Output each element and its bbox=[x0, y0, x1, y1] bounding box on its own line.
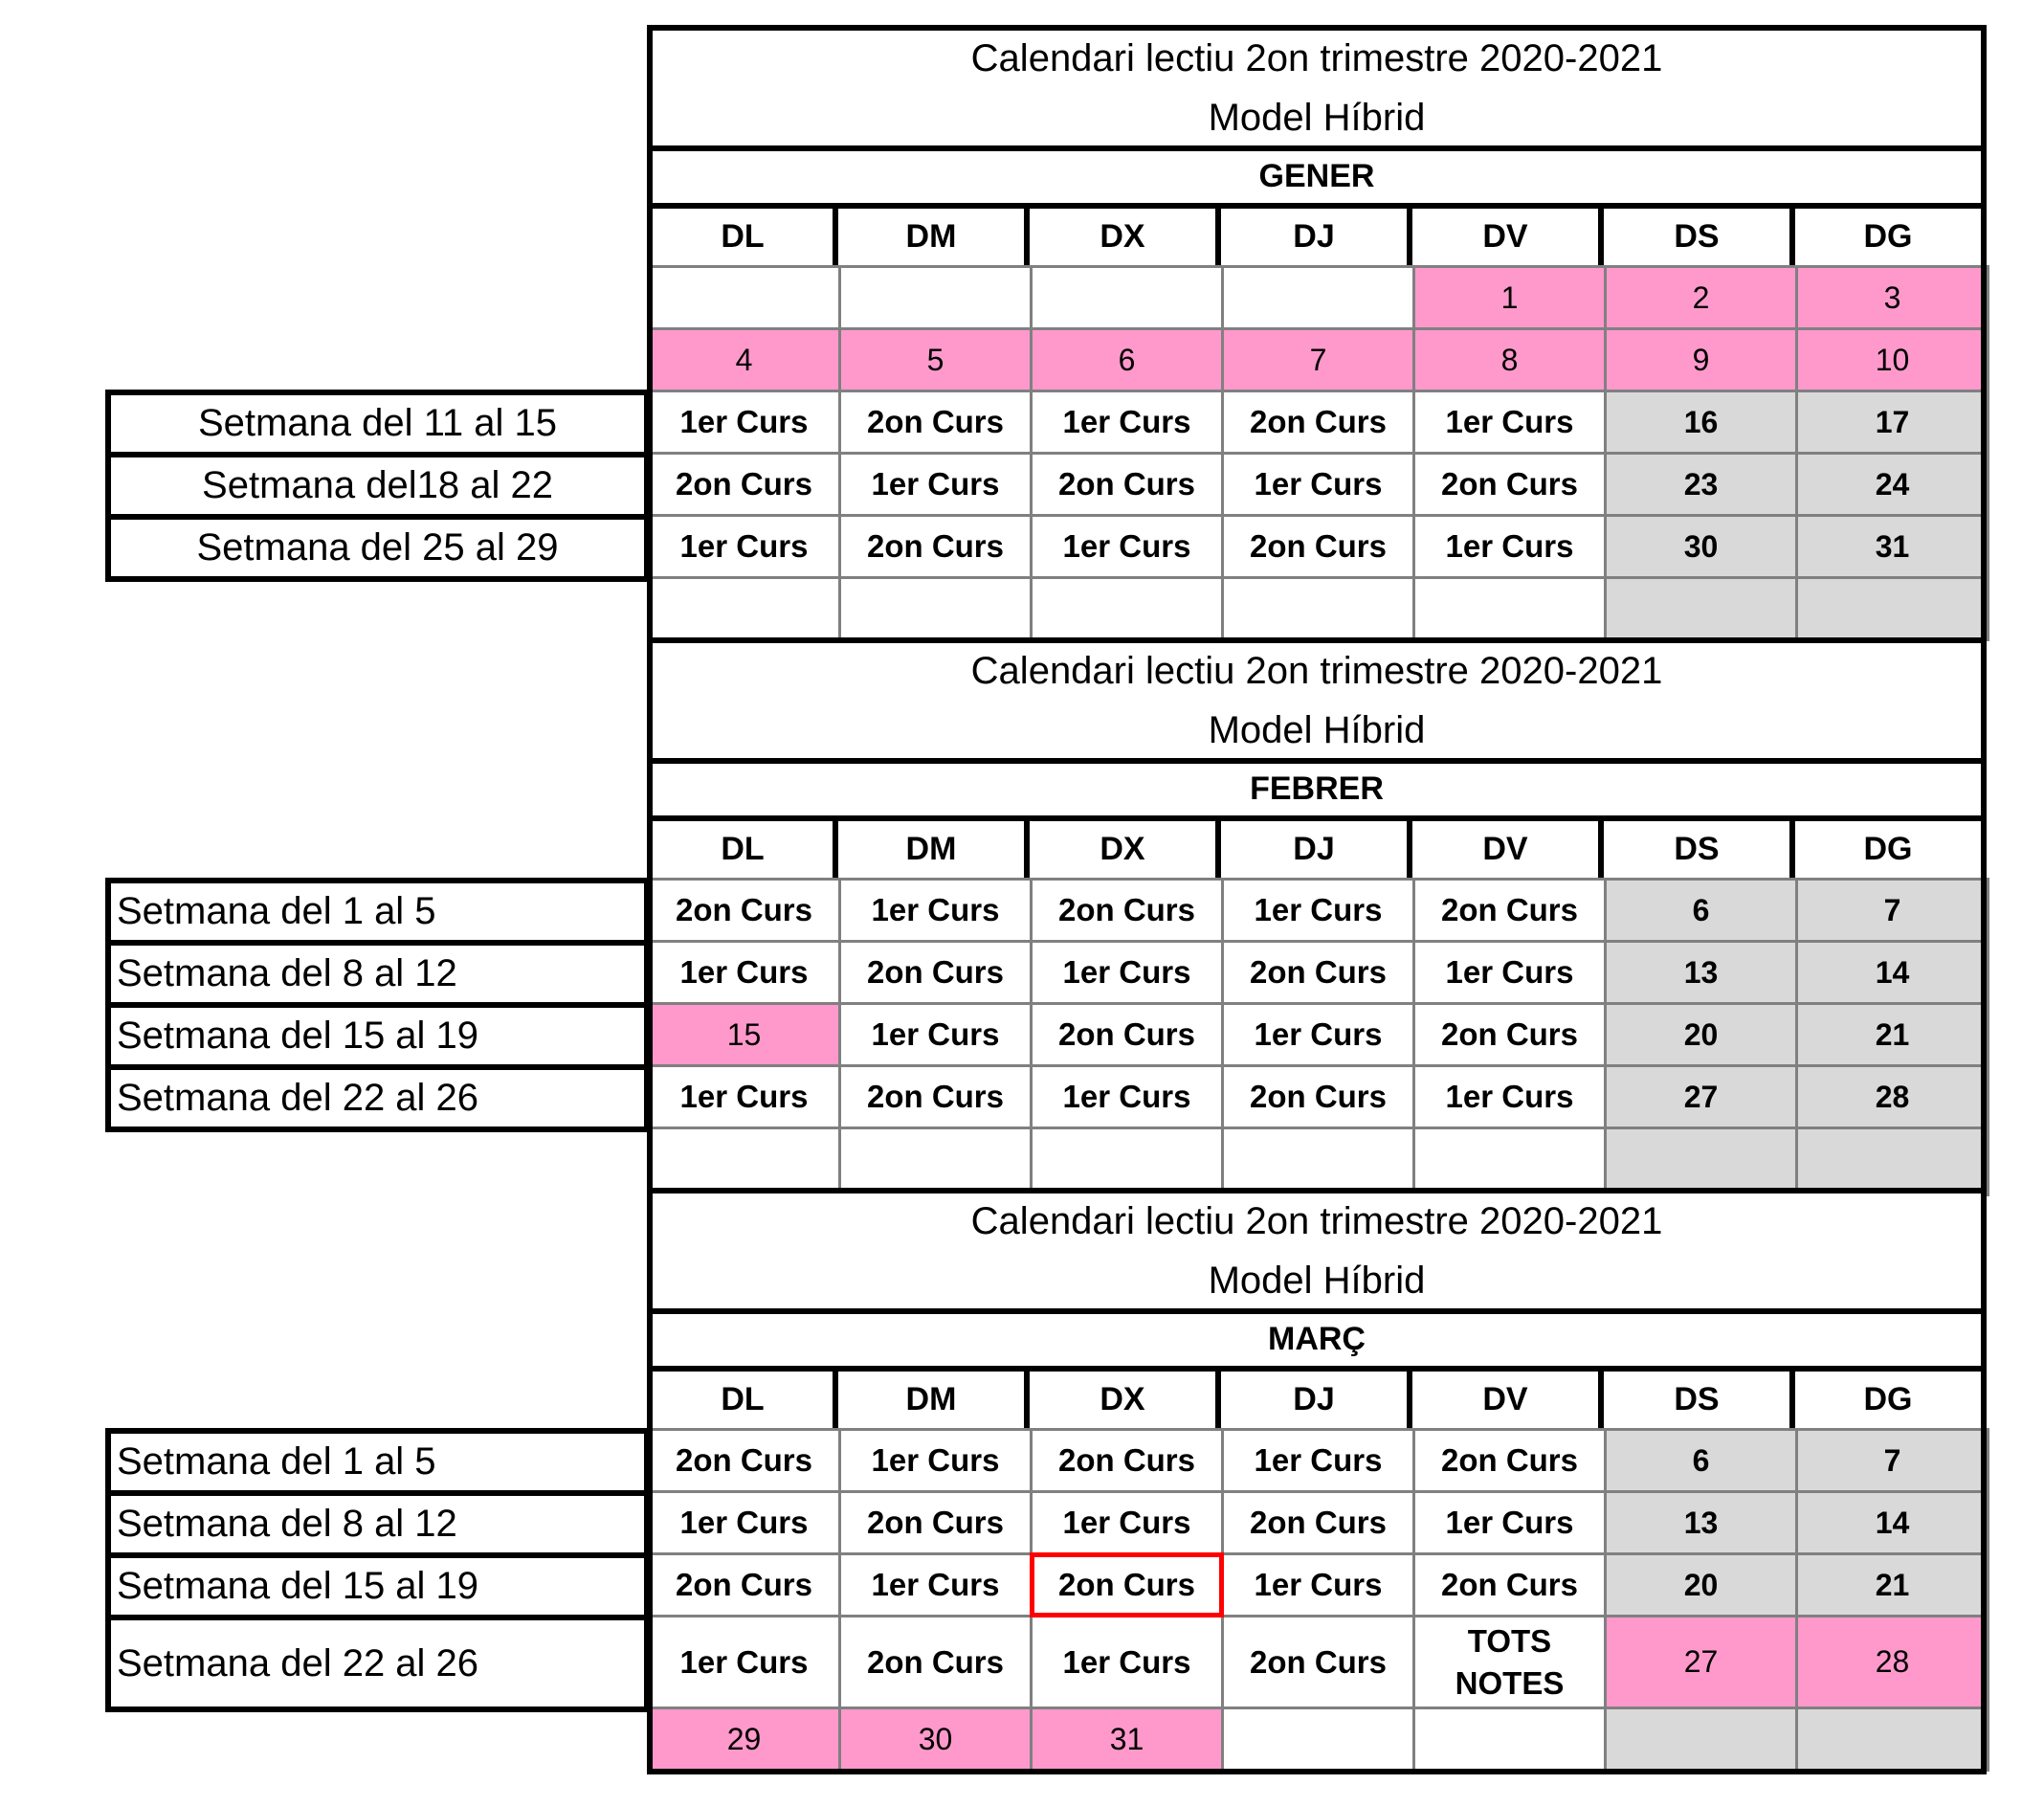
week-label: Setmana del 1 al 5 bbox=[105, 878, 650, 946]
calendar-cell bbox=[647, 1127, 841, 1196]
calendar-cell: 1er Curs bbox=[1030, 1490, 1224, 1555]
day-header-dl: DL bbox=[647, 815, 838, 883]
calendar-cell: 17 bbox=[1795, 390, 1989, 455]
calendar-cell: 2on Curs bbox=[1221, 1615, 1415, 1709]
month-header: FEBRER bbox=[647, 758, 1987, 821]
calendar-cell: TOTS NOTES bbox=[1412, 1615, 1607, 1709]
calendar-cell: 2on Curs bbox=[647, 1428, 841, 1493]
calendar-cell: 1er Curs bbox=[647, 1490, 841, 1555]
calendar-cell: 29 bbox=[647, 1707, 841, 1772]
calendar-cell bbox=[1221, 1707, 1415, 1772]
calendar-cell: 2on Curs bbox=[1221, 390, 1415, 455]
calendar-cell: 1er Curs bbox=[1412, 940, 1607, 1005]
calendar-cell: 6 bbox=[1604, 878, 1798, 943]
day-header-ds: DS bbox=[1598, 1366, 1795, 1434]
week-label: Setmana del18 al 22 bbox=[105, 452, 650, 520]
title-line-2: Model Híbrid bbox=[1208, 1260, 1426, 1302]
calendar-cell: 1er Curs bbox=[1221, 1002, 1415, 1067]
calendar-cell bbox=[1412, 1707, 1607, 1772]
calendar-cell: 1er Curs bbox=[1030, 940, 1224, 1005]
calendar-cell bbox=[1795, 1127, 1989, 1196]
calendar-cell: 1er Curs bbox=[1030, 514, 1224, 579]
day-header-dv: DV bbox=[1407, 1366, 1604, 1434]
calendar-cell: 14 bbox=[1795, 1490, 1989, 1555]
week-label: Setmana del 8 al 12 bbox=[105, 1490, 650, 1558]
calendar-cell bbox=[1221, 576, 1415, 641]
calendar-cell: 31 bbox=[1030, 1707, 1224, 1772]
calendar-cell: 1er Curs bbox=[647, 514, 841, 579]
calendar-cell: 1er Curs bbox=[1221, 452, 1415, 517]
calendar-cell: 2on Curs bbox=[1030, 1552, 1224, 1617]
calendar-cell bbox=[1795, 576, 1989, 641]
calendar-cell bbox=[1604, 576, 1798, 641]
calendar-cell: 2on Curs bbox=[1412, 452, 1607, 517]
calendar-cell: 7 bbox=[1795, 1428, 1989, 1493]
calendar-cell: 2on Curs bbox=[838, 390, 1033, 455]
day-header-dx: DX bbox=[1024, 1366, 1221, 1434]
calendar-cell: 30 bbox=[1604, 514, 1798, 579]
week-label: Setmana del 22 al 26 bbox=[105, 1615, 650, 1712]
calendar-cell bbox=[838, 576, 1033, 641]
calendar-cell: 2on Curs bbox=[647, 1552, 841, 1617]
calendar-cell: 1er Curs bbox=[1221, 1428, 1415, 1493]
calendar-title bbox=[647, 25, 1987, 151]
calendar-cell: 2 bbox=[1604, 265, 1798, 330]
day-header-dv: DV bbox=[1407, 815, 1604, 883]
week-label: Setmana del 15 al 19 bbox=[105, 1002, 650, 1070]
calendar-cell: 1er Curs bbox=[647, 1064, 841, 1129]
calendar-cell: 2on Curs bbox=[647, 878, 841, 943]
calendar-cell: 7 bbox=[1795, 878, 1989, 943]
week-label: Setmana del 22 al 26 bbox=[105, 1064, 650, 1132]
day-header-dm: DM bbox=[833, 815, 1030, 883]
day-header-dm: DM bbox=[833, 203, 1030, 271]
calendar-cell: 1er Curs bbox=[1412, 390, 1607, 455]
calendar-cell: 2on Curs bbox=[1030, 878, 1224, 943]
day-header-dg: DG bbox=[1789, 1366, 1987, 1434]
title-line-1: Calendari lectiu 2on trimestre 2020-2021 bbox=[970, 1200, 1663, 1242]
calendar-cell: 8 bbox=[1412, 327, 1607, 392]
calendar-cell: 23 bbox=[1604, 452, 1798, 517]
calendar-cell: 14 bbox=[1795, 940, 1989, 1005]
week-label: Setmana del 1 al 5 bbox=[105, 1428, 650, 1496]
day-header-dj: DJ bbox=[1215, 1366, 1412, 1434]
calendar-cell: 2on Curs bbox=[838, 1615, 1033, 1709]
title-line-2: Model Híbrid bbox=[1208, 97, 1426, 139]
calendar-cell: 1er Curs bbox=[1030, 1615, 1224, 1709]
calendar-cell: 20 bbox=[1604, 1002, 1798, 1067]
week-label: Setmana del 11 al 15 bbox=[105, 390, 650, 457]
calendar-cell: 27 bbox=[1604, 1615, 1798, 1709]
calendar-cell bbox=[1221, 265, 1415, 330]
day-header-dj: DJ bbox=[1215, 815, 1412, 883]
title-line-2: Model Híbrid bbox=[1208, 709, 1426, 751]
calendar-cell: 21 bbox=[1795, 1002, 1989, 1067]
calendar-title bbox=[647, 637, 1987, 764]
calendar-cell: 24 bbox=[1795, 452, 1989, 517]
calendar-cell bbox=[838, 265, 1033, 330]
calendar-cell: 1er Curs bbox=[1412, 514, 1607, 579]
calendar-cell: 21 bbox=[1795, 1552, 1989, 1617]
calendar-cell: 2on Curs bbox=[838, 940, 1033, 1005]
calendar-cell: 1er Curs bbox=[838, 1002, 1033, 1067]
calendar-cell: 1er Curs bbox=[838, 1428, 1033, 1493]
day-header-dm: DM bbox=[833, 1366, 1030, 1434]
calendar-cell: 16 bbox=[1604, 390, 1798, 455]
calendar-cell bbox=[838, 1127, 1033, 1196]
calendar-cell: 2on Curs bbox=[1221, 1064, 1415, 1129]
calendar-cell: 31 bbox=[1795, 514, 1989, 579]
month-header: MARÇ bbox=[647, 1308, 1987, 1372]
calendar-cell: 3 bbox=[1795, 265, 1989, 330]
calendar-cell: 4 bbox=[647, 327, 841, 392]
calendar-cell: 1er Curs bbox=[838, 452, 1033, 517]
calendar-cell bbox=[1795, 1707, 1989, 1772]
calendar-cell: 1er Curs bbox=[1412, 1064, 1607, 1129]
day-header-dl: DL bbox=[647, 203, 838, 271]
calendar-cell: 1er Curs bbox=[1221, 878, 1415, 943]
calendar-cell: 10 bbox=[1795, 327, 1989, 392]
day-header-ds: DS bbox=[1598, 815, 1795, 883]
calendar-cell: 6 bbox=[1604, 1428, 1798, 1493]
calendar-cell: 1er Curs bbox=[647, 940, 841, 1005]
calendar-cell: 2on Curs bbox=[838, 514, 1033, 579]
calendar-cell: 2on Curs bbox=[647, 452, 841, 517]
day-header-dv: DV bbox=[1407, 203, 1604, 271]
day-header-dl: DL bbox=[647, 1366, 838, 1434]
calendar-cell: 5 bbox=[838, 327, 1033, 392]
calendar-cell bbox=[1221, 1127, 1415, 1196]
calendar-cell: 1er Curs bbox=[1030, 1064, 1224, 1129]
calendar-cell: 20 bbox=[1604, 1552, 1798, 1617]
calendar-cell bbox=[647, 576, 841, 641]
calendar-cell: 1er Curs bbox=[1412, 1490, 1607, 1555]
week-label: Setmana del 25 al 29 bbox=[105, 514, 650, 582]
day-header-dg: DG bbox=[1789, 203, 1987, 271]
week-label: Setmana del 15 al 19 bbox=[105, 1552, 650, 1620]
day-header-dx: DX bbox=[1024, 815, 1221, 883]
calendar-cell: 2on Curs bbox=[1221, 514, 1415, 579]
calendar-cell: 1 bbox=[1412, 265, 1607, 330]
calendar-cell: 7 bbox=[1221, 327, 1415, 392]
calendar-cell bbox=[1030, 1127, 1224, 1196]
calendar-cell: 2on Curs bbox=[1030, 1428, 1224, 1493]
calendar-cell: 2on Curs bbox=[1412, 878, 1607, 943]
day-header-dg: DG bbox=[1789, 815, 1987, 883]
calendar-cell: 30 bbox=[838, 1707, 1033, 1772]
calendar-cell: 9 bbox=[1604, 327, 1798, 392]
calendar-cell: 2on Curs bbox=[1412, 1428, 1607, 1493]
calendar-cell: 2on Curs bbox=[838, 1490, 1033, 1555]
calendar-cell: 2on Curs bbox=[1412, 1552, 1607, 1617]
calendar-cell: 2on Curs bbox=[838, 1064, 1033, 1129]
calendar-cell bbox=[1412, 576, 1607, 641]
calendar-cell: 1er Curs bbox=[838, 1552, 1033, 1617]
calendar-cell: 6 bbox=[1030, 327, 1224, 392]
calendar-cell bbox=[1604, 1707, 1798, 1772]
calendar-cell bbox=[1030, 265, 1224, 330]
calendar-cell: 28 bbox=[1795, 1615, 1989, 1709]
calendar-cell bbox=[1604, 1127, 1798, 1196]
calendar-cell: 1er Curs bbox=[647, 390, 841, 455]
calendar-cell: 2on Curs bbox=[1221, 940, 1415, 1005]
calendar-cell: 27 bbox=[1604, 1064, 1798, 1129]
day-header-dj: DJ bbox=[1215, 203, 1412, 271]
day-header-dx: DX bbox=[1024, 203, 1221, 271]
calendar-cell: 13 bbox=[1604, 1490, 1798, 1555]
calendar-cell: 2on Curs bbox=[1030, 1002, 1224, 1067]
calendar-cell: 2on Curs bbox=[1221, 1490, 1415, 1555]
calendar-cell: 2on Curs bbox=[1412, 1002, 1607, 1067]
title-line-1: Calendari lectiu 2on trimestre 2020-2021 bbox=[970, 650, 1663, 692]
calendar-cell bbox=[1412, 1127, 1607, 1196]
day-header-ds: DS bbox=[1598, 203, 1795, 271]
week-label: Setmana del 8 al 12 bbox=[105, 940, 650, 1008]
calendar-cell: 1er Curs bbox=[1221, 1552, 1415, 1617]
calendar-title bbox=[647, 1188, 1987, 1314]
calendar-cell: 13 bbox=[1604, 940, 1798, 1005]
calendar-cell: 1er Curs bbox=[838, 878, 1033, 943]
calendar-cell: 1er Curs bbox=[1030, 390, 1224, 455]
calendar-cell: 28 bbox=[1795, 1064, 1989, 1129]
calendar-cell: 2on Curs bbox=[1030, 452, 1224, 517]
calendar-cell: 15 bbox=[647, 1002, 841, 1067]
calendar-cell bbox=[1030, 576, 1224, 641]
title-line-1: Calendari lectiu 2on trimestre 2020-2021 bbox=[970, 37, 1663, 79]
month-header: GENER bbox=[647, 145, 1987, 209]
calendar-cell bbox=[647, 265, 841, 330]
calendar-cell: 1er Curs bbox=[647, 1615, 841, 1709]
